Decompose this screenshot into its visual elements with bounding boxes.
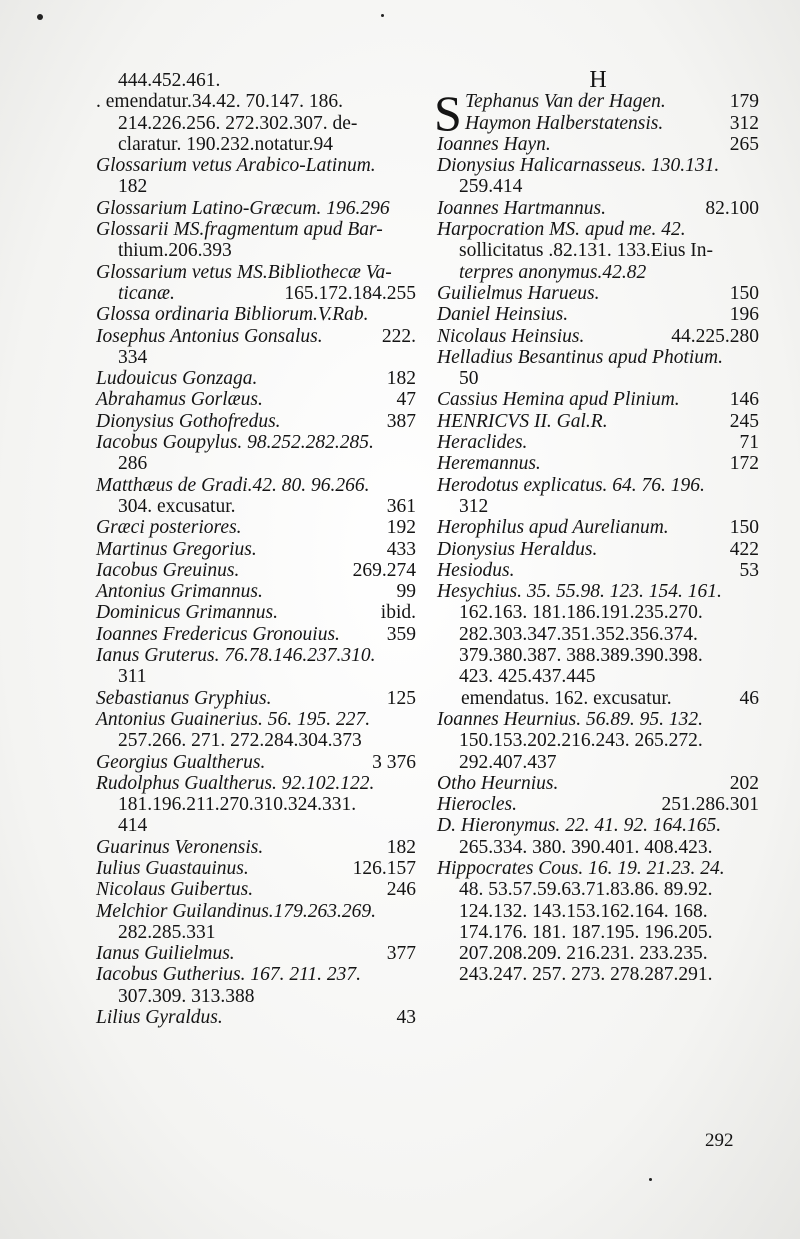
index-entry: [437, 709, 759, 730]
index-entry: [437, 496, 759, 517]
index-entry: [437, 326, 759, 347]
index-entry: [96, 475, 416, 496]
entry-text: 214.226.256. 272.302.307. de-: [118, 112, 358, 134]
entry-text: 379.380.387. 388.389.390.398.: [459, 645, 703, 667]
entry-text: Ianus Guilielmus.: [96, 943, 235, 965]
index-entry: [96, 389, 416, 410]
entry-page-refs: 245: [729, 410, 759, 432]
index-entry: [96, 496, 416, 517]
entry-text: Helladius Besantinus apud Photium.: [437, 346, 723, 368]
index-entry: [437, 176, 759, 197]
entry-text: 304. excusatur.: [118, 495, 236, 517]
index-entry: [437, 560, 759, 581]
entry-text: Cassius Hemina apud Plinium.: [437, 389, 680, 411]
entry-text: 311: [118, 666, 147, 688]
entry-text: Dominicus Grimannus.: [96, 602, 279, 624]
index-entry: [437, 922, 759, 943]
index-column-left: [96, 70, 416, 1028]
entry-text: 174.176. 181. 187.195. 196.205.: [459, 921, 713, 943]
index-entry: [437, 240, 759, 261]
entry-text: Daniel Heinsius.: [437, 304, 569, 326]
index-entry: [96, 901, 416, 922]
index-entry: [437, 858, 759, 879]
entry-text: 334: [118, 346, 148, 368]
entry-text: Glossarium Latino-Græcum. 196.296: [96, 197, 390, 219]
index-entry: [96, 517, 416, 538]
entry-text: Hesiodus.: [437, 559, 515, 581]
entry-text: thium.206.393: [118, 240, 232, 262]
entry-page-refs: 377: [386, 943, 416, 965]
index-entry: [96, 773, 416, 794]
index-entry: [437, 752, 759, 773]
entry-text: Glossa ordinaria Bibliorum.V.Rab.: [96, 304, 369, 326]
entry-text: 50: [459, 368, 479, 390]
index-entry: [96, 113, 416, 134]
entry-page-refs: 192: [386, 517, 416, 539]
entry-text: terpres anonymus.42.82: [459, 261, 647, 283]
index-entry: [96, 560, 416, 581]
entry-text: 423. 425.437.445: [459, 666, 596, 688]
index-entry: [96, 198, 416, 219]
index-entry: [96, 368, 416, 389]
entry-page-refs: 251.286.301: [661, 794, 759, 816]
index-entry: [437, 517, 759, 538]
index-entry: [437, 581, 759, 602]
entry-text: 292.407.437: [459, 751, 557, 773]
entry-page-refs: 196: [729, 304, 759, 326]
index-entry: [437, 645, 759, 666]
index-entry: [437, 304, 759, 325]
ink-speck: [649, 1178, 652, 1181]
index-entry: [437, 794, 759, 815]
entry-text: 181.196.211.270.310.324.331.: [118, 794, 357, 816]
entry-page-refs: 179: [729, 91, 759, 113]
entry-page-refs: 246: [386, 879, 416, 901]
entry-text: 282.303.347.351.352.356.374.: [459, 623, 698, 645]
index-entry: [437, 113, 759, 134]
entry-text: 444.452.461.: [118, 70, 221, 91]
entry-text: . emendatur.34.42. 70.147. 186.: [96, 91, 343, 113]
entry-text: Guilielmus Harueus.: [437, 282, 600, 304]
drop-cap: S: [434, 85, 462, 142]
index-entry: [437, 134, 759, 155]
entry-page-refs: 361: [386, 495, 416, 517]
index-entry: [437, 879, 759, 900]
entry-text: Herophilus apud Aurelianum.: [437, 517, 669, 539]
index-entry: [96, 70, 416, 91]
entry-text: Iosephus Antonius Gonsalus.: [96, 325, 323, 347]
index-entry: [437, 730, 759, 751]
index-entry: [96, 709, 416, 730]
index-entry: [437, 368, 759, 389]
entry-page-refs: 146: [729, 389, 759, 411]
index-entry: [437, 964, 759, 985]
index-entry: [96, 347, 416, 368]
index-entry: [437, 837, 759, 858]
entry-text: 182: [118, 176, 148, 198]
page-number: 292: [705, 1130, 734, 1151]
entry-text: Tephanus Van der Hagen.: [465, 91, 666, 113]
index-entry: [96, 837, 416, 858]
entry-text: 124.132. 143.153.162.164. 168.: [459, 900, 708, 922]
entry-page-refs: 172: [729, 453, 759, 475]
index-entry: [96, 752, 416, 773]
index-entry: [96, 602, 416, 623]
index-entry: [437, 475, 759, 496]
entry-page-refs: 47: [396, 389, 416, 411]
entry-page-refs: 422: [729, 538, 759, 560]
entry-page-refs: 71: [739, 432, 759, 454]
index-entry: [437, 624, 759, 645]
index-entry: [437, 943, 759, 964]
index-entry: [437, 602, 759, 623]
entry-text: 307.309. 313.388: [118, 985, 255, 1007]
index-entry: [437, 262, 759, 283]
entry-text: Ioannes Hartmannus.: [437, 197, 606, 219]
entry-page-refs: 165.172.184.255: [284, 282, 416, 304]
index-entry: [96, 879, 416, 900]
entry-text: Dionysius Heraldus.: [437, 538, 598, 560]
entry-page-refs: 265: [729, 133, 759, 155]
index-entry: [96, 666, 416, 687]
index-entry: [96, 581, 416, 602]
index-entry: [96, 304, 416, 325]
entry-page-refs: 46: [739, 687, 759, 709]
entry-text: Heremannus.: [437, 453, 541, 475]
entry-text: claratur. 190.232.notatur.94: [118, 133, 333, 155]
entry-text: Ioannes Heurnius. 56.89. 95. 132.: [437, 708, 703, 730]
index-entry: [437, 411, 759, 432]
index-entry: [96, 411, 416, 432]
index-entry: [96, 964, 416, 985]
index-entry: [96, 453, 416, 474]
entry-page-refs: 82.100: [705, 197, 759, 219]
index-entry: [96, 1007, 416, 1028]
ink-speck: [37, 14, 43, 20]
entry-text: 259.414: [459, 176, 523, 198]
index-entry: [96, 986, 416, 1007]
index-column-right: [434, 67, 759, 986]
index-entry: [96, 155, 416, 176]
index-entry: [96, 283, 416, 304]
entry-text: Nicolaus Heinsius.: [437, 325, 585, 347]
entry-text: Iacobus Goupylus. 98.252.282.285.: [96, 432, 374, 454]
index-entry: [437, 453, 759, 474]
entry-page-refs: 150: [729, 282, 759, 304]
index-entry: [96, 858, 416, 879]
index-entry: [96, 219, 416, 240]
entry-text: Sebastianus Gryphius.: [96, 687, 272, 709]
entry-text: 265.334. 380. 390.401. 408.423.: [459, 836, 713, 858]
entry-page-refs: 202: [729, 772, 759, 794]
entry-text: Iacobus Gutherius. 167. 211. 237.: [96, 964, 362, 986]
entry-text: Harpocration MS. apud me. 42.: [437, 219, 686, 241]
entry-text: Dionysius Gothofredus.: [96, 410, 281, 432]
entry-text: 207.208.209. 216.231. 233.235.: [459, 943, 708, 965]
entry-text: ticanæ.: [118, 282, 175, 304]
index-entry: [437, 539, 759, 560]
entry-text: Heraclides.: [437, 432, 528, 454]
entry-text: Antonius Grimannus.: [96, 581, 263, 603]
entry-page-refs: ibid.: [380, 602, 416, 624]
entry-text: Ianus Gruterus. 76.78.146.237.310.: [96, 645, 376, 667]
entry-text: 243.247. 257. 273. 278.287.291.: [459, 964, 713, 986]
entry-text: Iacobus Greuinus.: [96, 559, 240, 581]
entry-text: Hierocles.: [437, 794, 517, 816]
entry-page-refs: 99: [396, 581, 416, 603]
index-entry: [96, 922, 416, 943]
entry-text: Melchior Guilandinus.179.263.269.: [96, 900, 377, 922]
entry-text: HENRICVS II. Gal.R.: [437, 410, 608, 432]
index-entry: [96, 262, 416, 283]
index-entry: [437, 773, 759, 794]
index-entry: [437, 666, 759, 687]
index-entry: [96, 943, 416, 964]
index-entry: [96, 539, 416, 560]
entry-text: Græci posteriores.: [96, 517, 242, 539]
entry-text: 48. 53.57.59.63.71.83.86. 89.92.: [459, 879, 713, 901]
entry-text: 282.285.331: [118, 921, 216, 943]
entry-page-refs: 269.274: [352, 559, 416, 581]
index-entry: [96, 240, 416, 261]
entry-page-refs: 387: [386, 410, 416, 432]
entry-text: Ioannes Hayn.: [437, 133, 551, 155]
index-entry: [437, 688, 759, 709]
entry-text: emendatus. 162. excusatur.: [461, 687, 672, 709]
entry-text: Antonius Guainerius. 56. 195. 227.: [96, 708, 371, 730]
entry-text: Herodotus explicatus. 64. 76. 196.: [437, 474, 705, 496]
entry-page-refs: 312: [729, 112, 759, 134]
index-entry: [437, 155, 759, 176]
ink-speck: [381, 14, 384, 17]
index-entry: [437, 815, 759, 836]
index-entry: [96, 688, 416, 709]
index-entry: [437, 432, 759, 453]
entry-text: 162.163. 181.186.191.235.270.: [459, 602, 703, 624]
index-entry: [96, 326, 416, 347]
entry-text: Glossarii MS.fragmentum apud Bar-: [96, 219, 383, 241]
entry-text: Haymon Halberstatensis.: [465, 112, 664, 134]
entry-page-refs: 3 376: [372, 751, 416, 773]
entry-page-refs: 53: [739, 559, 759, 581]
index-entry: [437, 219, 759, 240]
entry-page-refs: 182: [386, 836, 416, 858]
index-entry: [96, 624, 416, 645]
entry-page-refs: 126.157: [352, 857, 416, 879]
entry-page-refs: 359: [386, 623, 416, 645]
entry-page-refs: 222.: [381, 325, 416, 347]
index-entry: [96, 134, 416, 155]
entry-text: Ioannes Fredericus Gronouius.: [96, 623, 340, 645]
entry-text: Nicolaus Guibertus.: [96, 879, 254, 901]
entry-page-refs: 433: [386, 538, 416, 560]
entry-text: 286: [118, 453, 148, 475]
index-entry: [437, 901, 759, 922]
index-entry: [96, 432, 416, 453]
entry-page-refs: 125: [386, 687, 416, 709]
entry-page-refs: 182: [386, 368, 416, 390]
entry-text: Dionysius Halicarnasseus. 130.131.: [437, 155, 720, 177]
index-entry: [437, 198, 759, 219]
index-entry: [96, 815, 416, 836]
entry-text: sollicitatus .82.131. 133.Eius In-: [459, 240, 714, 262]
index-entry: [96, 91, 416, 112]
entry-page-refs: 43: [396, 1007, 416, 1029]
entry-text: Hesychius. 35. 55.98. 123. 154. 161.: [437, 581, 722, 603]
entry-text: Matthæus de Gradi.42. 80. 96.266.: [96, 474, 370, 496]
index-entry: [437, 347, 759, 368]
index-entry: [437, 283, 759, 304]
section-letter: H: [589, 67, 607, 93]
index-entry: [437, 389, 759, 410]
index-entry: [96, 176, 416, 197]
entry-text: D. Hieronymus. 22. 41. 92. 164.165.: [437, 815, 722, 837]
index-entry: [96, 645, 416, 666]
entry-text: Lilius Gyraldus.: [96, 1007, 223, 1029]
entry-text: 312: [459, 495, 489, 517]
index-entry: [96, 730, 416, 751]
entry-text: Hippocrates Cous. 16. 19. 21.23. 24.: [437, 857, 725, 879]
entry-text: Glossarium vetus Arabico-Latinum.: [96, 155, 376, 177]
entry-text: 257.266. 271. 272.284.304.373: [118, 730, 362, 752]
entry-text: Otho Heurnius.: [437, 772, 559, 794]
entry-text: 150.153.202.216.243. 265.272.: [459, 730, 703, 752]
entry-text: Rudolphus Gualtherus. 92.102.122.: [96, 772, 375, 794]
entry-page-refs: 44.225.280: [671, 325, 759, 347]
entry-text: Ludouicus Gonzaga.: [96, 368, 258, 390]
entry-text: Glossarium vetus MS.Bibliothecæ Va-: [96, 261, 392, 283]
index-entry: [96, 794, 416, 815]
entry-text: Georgius Gualtherus.: [96, 751, 266, 773]
entry-text: 414: [118, 815, 148, 837]
entry-text: Abrahamus Gorlæus.: [96, 389, 263, 411]
entry-text: Martinus Gregorius.: [96, 538, 257, 560]
entry-page-refs: 150: [729, 517, 759, 539]
entry-text: Iulius Guastauinus.: [96, 857, 249, 879]
entry-text: Guarinus Veronensis.: [96, 836, 264, 858]
